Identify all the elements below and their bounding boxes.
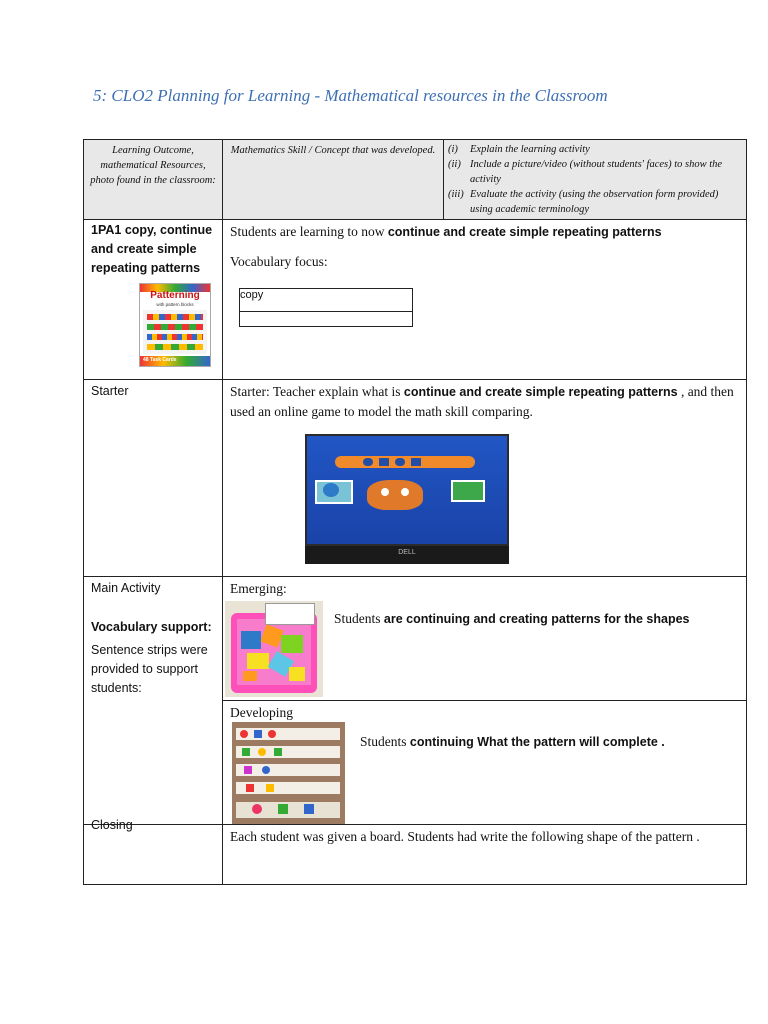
patterning-book-image [139, 283, 211, 367]
starter-label: Starter [91, 384, 129, 398]
pattern-cards-photo [232, 722, 345, 824]
vocab-table [239, 288, 413, 327]
learning-description: Students are learning to now continue and create simple repeating patterns [230, 224, 662, 239]
starter-description: Starter: Teacher explain what is continue and create simple repeating patterns , and then used an online game to model the math skill comparing. [230, 384, 734, 419]
emerging-description: Students are continuing and creating patterns for the shapes [334, 611, 690, 626]
header-row [84, 140, 747, 220]
header-math-skill: Mathematics Skill / Concept that was developed. [230, 145, 436, 156]
book-footer: 48 Task Cards [143, 357, 177, 363]
main-activity-row [84, 577, 747, 701]
planning-table [83, 139, 747, 885]
page-title: 5: CLO2 Planning for Learning - Mathematical resources in the Classroom [93, 86, 608, 105]
vocab-empty-cell [240, 312, 413, 327]
instruction-item: (ii) Include a picture/video (without students' faces) to show the activity [448, 159, 723, 185]
online-game-photo [305, 434, 509, 564]
learning-outcome-text: 1PA1 copy, continue and create simple repeating patterns [91, 223, 213, 275]
developing-description: Students continuing What the pattern will complete . [360, 734, 665, 749]
monitor-brand: DELL [398, 549, 416, 556]
shapes-basket-photo [225, 601, 323, 697]
developing-label: Developing [230, 705, 293, 720]
book-title: Patterning [150, 290, 200, 301]
book-subtitle: with pattern blocks [156, 302, 194, 307]
vocab-word: copy [240, 289, 413, 312]
vocab-focus-label: Vocabulary focus: [230, 254, 328, 269]
header-learning-outcome: Learning Outcome, mathematical Resources, photo found in the classroom: [90, 145, 216, 186]
vocab-support-label: Vocabulary support: [91, 620, 212, 634]
header-instructions [444, 140, 746, 219]
closing-description: Each student was given a board. Students had write the following shape of the pattern . [230, 829, 700, 844]
emerging-label: Emerging: [230, 581, 287, 596]
closing-row [84, 825, 747, 885]
main-activity-label: Main Activity [91, 581, 161, 595]
instruction-item: (iii) Evaluate the activity (using the observation form provided) using academic terminology [448, 189, 719, 215]
learning-outcome-row [84, 220, 747, 380]
vocab-support-description: Sentence strips were provided to support students: [91, 643, 208, 695]
starter-row [84, 380, 747, 577]
instruction-item: (i) Explain the learning activity [448, 144, 590, 155]
closing-label: Closing [91, 818, 133, 832]
